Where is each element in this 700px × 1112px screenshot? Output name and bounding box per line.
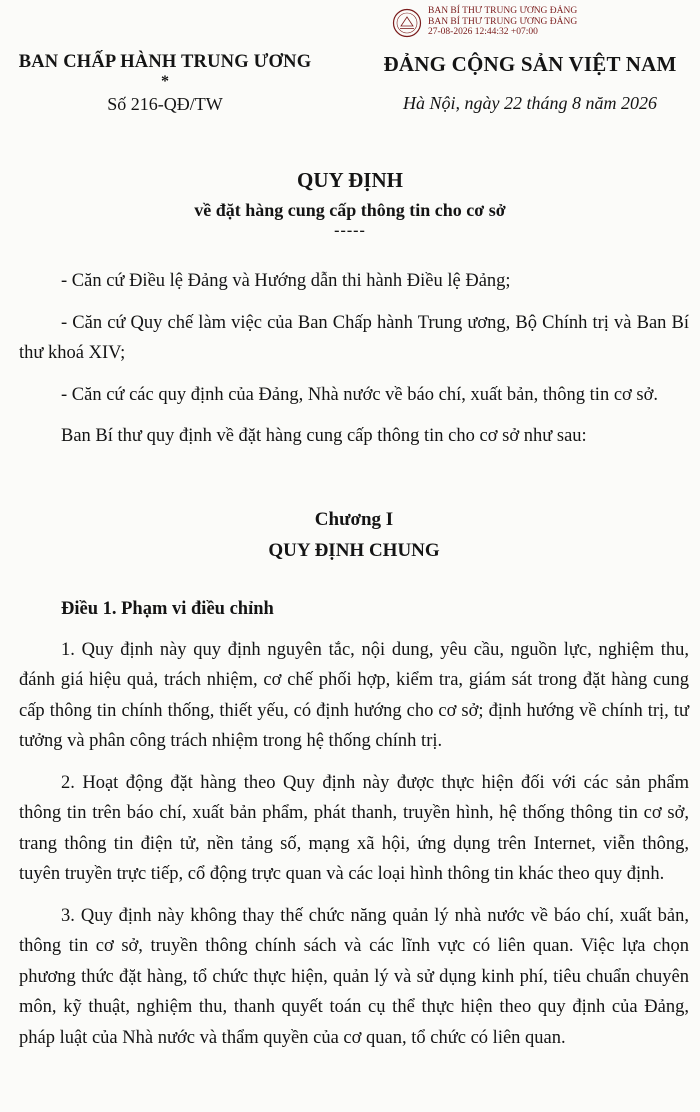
party-name: ĐẢNG CỘNG SẢN VIỆT NAM	[383, 52, 677, 76]
stamp-line-timestamp: 27-08-2026 12:44:32 +07:00	[428, 27, 538, 37]
party-name-block	[360, 52, 700, 114]
preamble-basis-3: - Căn cứ các quy định của Đảng, Nhà nước về báo chí, xuất bản, thông tin cơ sở.	[61, 384, 659, 405]
stamp-line-signer: BAN BÍ THƯ TRUNG ƯƠNG ĐẢNG	[428, 6, 578, 16]
document-body	[19, 266, 689, 463]
party-seal-icon	[392, 8, 422, 38]
preamble-basis-1: - Căn cứ Điều lệ Đảng và Hướng dẫn thi hành Điều lệ Đảng;	[61, 271, 511, 291]
article-heading: Điều 1. Phạm vi điều chỉnh	[61, 599, 274, 619]
document-subtitle: về đặt hàng cung cấp thông tin cho cơ sở	[194, 200, 506, 220]
preamble-decision: Ban Bí thư quy định về đặt hàng cung cấp thông tin cho cơ sở như sau:	[61, 426, 587, 446]
header-star: *	[161, 73, 169, 90]
article-clause-2: 2. Hoạt động đặt hàng theo Quy định này được thực hiện đối với các sản phẩm thông tin trên báo chí, xuất bản phẩm, phát thanh, truyền hình, hệ thống thông tin cơ sở, trang thông tin điện tử, nền tảng số, mạng xã hội, ứng dụng trên Internet, viễn thông, tuyên truyền trực tiếp, cổ động trực quan và các loại hình thông tin khác theo quy định.	[19, 772, 689, 884]
issuing-body-block	[0, 52, 330, 115]
chapter-block	[19, 505, 689, 566]
issuing-organization: BAN CHẤP HÀNH TRUNG ƯƠNG	[18, 52, 312, 72]
place-and-date: Hà Nội, ngày 22 tháng 8 năm 2026	[403, 93, 657, 113]
document-number: Số 216-QĐ/TW	[107, 94, 223, 114]
article-clause-3: 3. Quy định này không thay thế chức năng quản lý nhà nước về báo chí, xuất bản, thông tin cơ sở, truyền thông chính sách và các lĩnh vực có liên quan. Việc lựa chọn phương thức đặt hàng, tổ chức thực hiện, quản lý và sử dụng kinh phí, tiêu chuẩn chuyên môn, kỹ thuật, nghiệm thu, thanh quyết toán cụ thể thực hiện theo quy định của Đảng, pháp luật của Nhà nước và thẩm quyền của cơ quan, tổ chức có liên quan.	[19, 905, 689, 1048]
title-separator: -----	[334, 222, 366, 239]
digital-signature-stamp	[392, 6, 632, 40]
preamble-basis-2: - Căn cứ Quy chế làm việc của Ban Chấp hành Trung ương, Bộ Chính trị và Ban Bí thư khoá XIV;	[19, 312, 689, 363]
article-clause-1: 1. Quy định này quy định nguyên tắc, nội dung, yêu cầu, nguồn lực, nghiệm thu, đánh giá hiệu quả, trách nhiệm, cơ chế phối hợp, kiểm tra, giám sát trong đặt hàng cung cấp thông tin chính thống, thiết yếu, có định hướng cho cơ sở; định hướng về chính trị, tư tưởng và phân công trách nhiệm trong hệ thống chính trị.	[19, 639, 689, 751]
stamp-text	[428, 6, 577, 38]
stamp-line-organization: BAN BÍ THƯ TRUNG ƯƠNG ĐẢNG	[428, 16, 578, 27]
document-title: QUY ĐỊNH	[297, 168, 403, 192]
chapter-number: Chương I	[314, 509, 394, 530]
article-block	[19, 594, 689, 1064]
chapter-name: QUY ĐỊNH CHUNG	[268, 539, 440, 561]
